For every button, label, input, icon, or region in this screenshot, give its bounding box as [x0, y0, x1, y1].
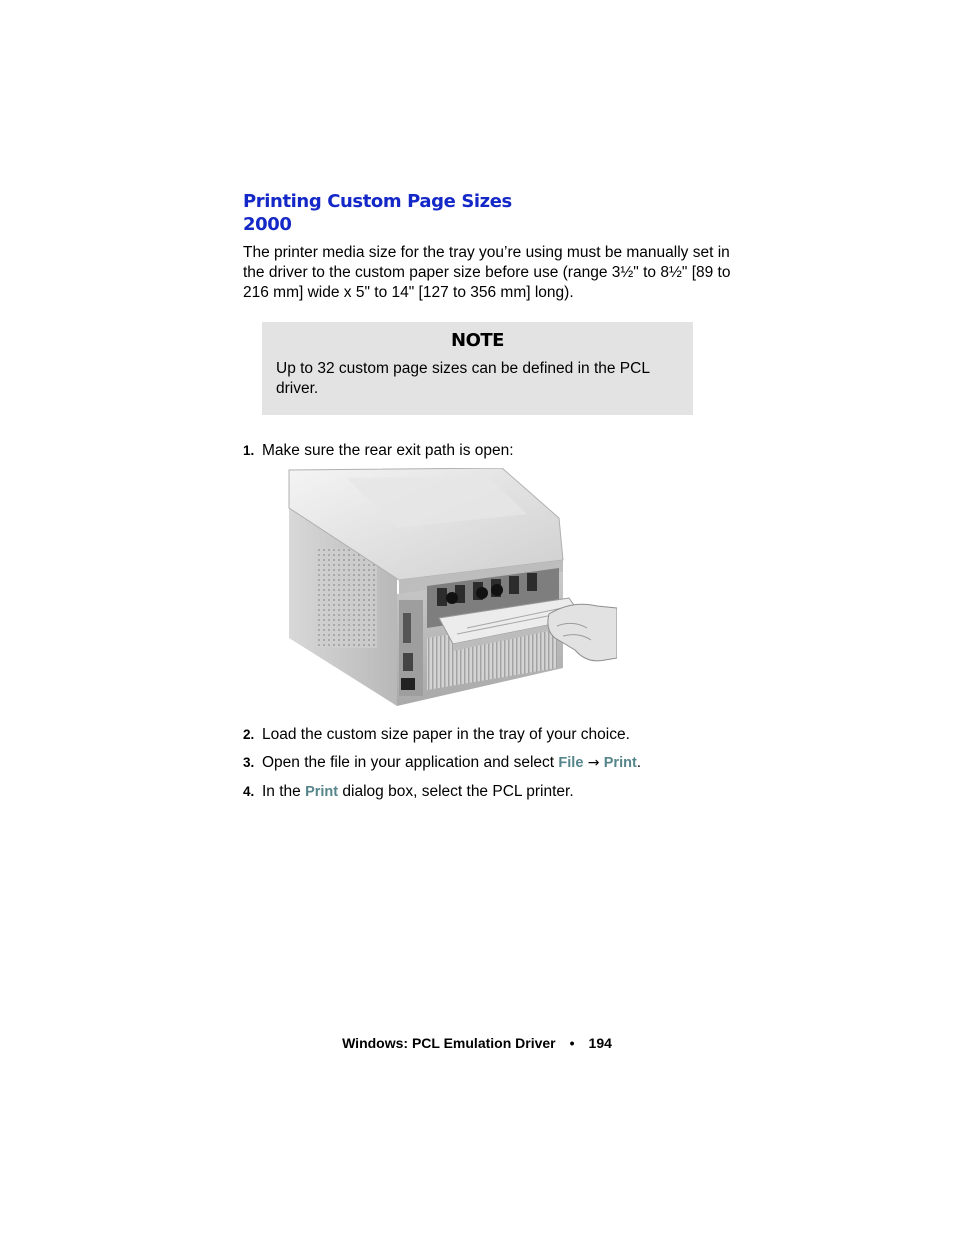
menu-ref-file: File: [558, 755, 584, 771]
intro-paragraph: The printer media size for the tray you’re using must be manually set in the driver to the custom paper size before use (range 3½" to 8½" [89 to 216 mm] wide x 5" to 14" [127 to 356 mm] long).: [243, 244, 731, 301]
menu-ref-print: Print: [603, 755, 637, 771]
footer-title: Windows: PCL Emulation Driver: [342, 1035, 556, 1051]
step-number: 2.: [243, 727, 255, 742]
section-heading: [243, 190, 512, 236]
step-text: In the: [262, 783, 306, 800]
footer-bullet: •: [569, 1035, 575, 1051]
note-title: NOTE: [451, 330, 504, 351]
step-text: Make sure the rear exit path is open:: [262, 442, 514, 459]
step-3: [243, 753, 641, 773]
step-2: [243, 725, 630, 745]
step-text: Load the custom size paper in the tray of your choice.: [262, 726, 630, 743]
step-1: [243, 441, 514, 461]
step-4: [243, 782, 574, 802]
section-title: Printing Custom Page Sizes: [243, 191, 512, 212]
page-number: 194: [588, 1035, 612, 1051]
note-text: Up to 32 custom page sizes can be defined in the PCL driver.: [276, 360, 650, 397]
step-text-end: dialog box, select the PCL printer.: [338, 783, 574, 800]
step-text: Open the file in your application and select: [262, 754, 559, 771]
note-box: [262, 322, 693, 415]
step-text-end: .: [636, 754, 642, 771]
printer-rear-exit-illustration: [287, 468, 617, 706]
page-footer: [0, 1033, 954, 1053]
step-number: 1.: [243, 443, 255, 458]
step-number: 3.: [243, 755, 255, 770]
section-subtitle: 2000: [243, 214, 292, 235]
step-number: 4.: [243, 784, 255, 799]
arrow-icon: →: [587, 755, 600, 771]
dialog-ref-print: Print: [305, 784, 339, 800]
